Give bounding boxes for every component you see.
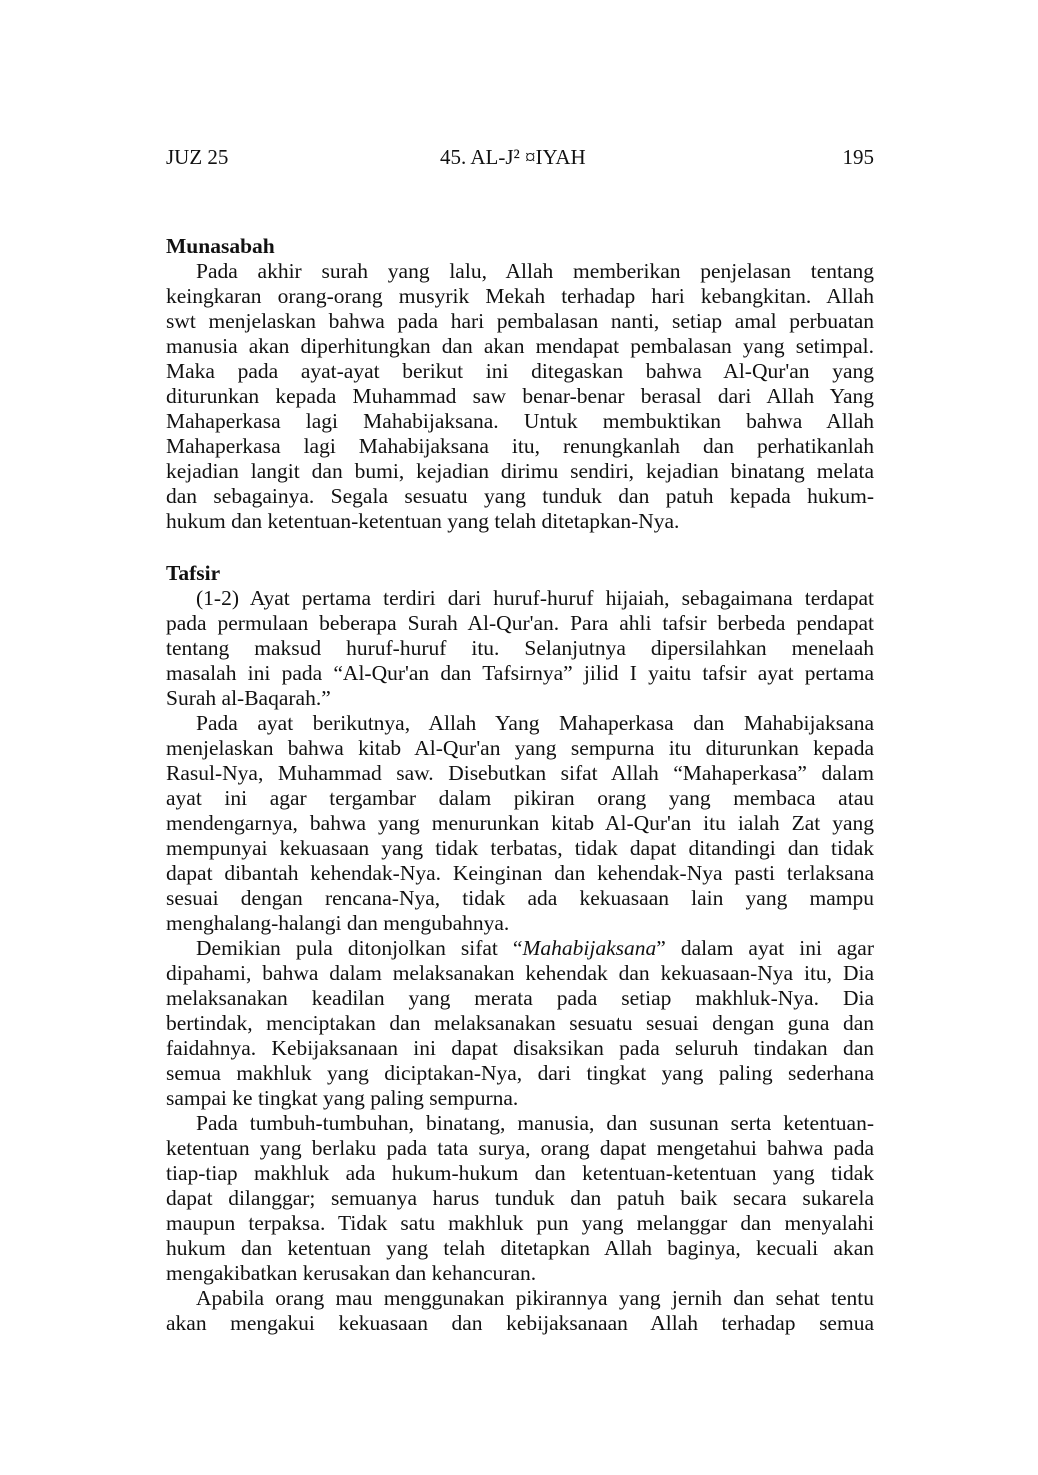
section-tafsir: [166, 561, 874, 1336]
text-line: pada permulaan beberapa Surah Al-Qur'an. Para ahli tafsir berbeda pendapat: [166, 611, 874, 635]
text-line: Surah al-Baqarah.”: [166, 686, 331, 710]
page-body: [166, 234, 874, 1336]
paragraph: [166, 1286, 874, 1336]
text-line: dapat dilanggar; semuanya harus tunduk dan patuh baik secara sukarela: [166, 1186, 874, 1210]
text-line: sampai ke tingkat yang paling sempurna.: [166, 1086, 519, 1110]
section-heading: Munasabah: [166, 234, 275, 258]
paragraph: [166, 259, 874, 534]
paragraph: [166, 586, 874, 711]
text-line: melaksanakan keadilan yang merata pada setiap makhluk-Nya. Dia: [166, 986, 874, 1010]
text-line: Pada tumbuh-tumbuhan, binatang, manusia, dan susunan serta ketentuan-: [196, 1111, 874, 1135]
running-header-title: 45. AL-J² ¤IYAH: [440, 145, 586, 169]
text-line: Mahaperkasa lagi Mahabijaksana itu, renungkanlah dan perhatikanlah: [166, 434, 874, 458]
text-line: diturunkan kepada Muhammad saw benar-benar berasal dari Allah Yang: [166, 384, 874, 408]
text-line: semua makhluk yang diciptakan-Nya, dari tingkat yang paling sederhana: [166, 1061, 874, 1085]
text-line: tiap-tiap makhluk ada hukum-hukum dan ketentuan-ketentuan yang tidak: [166, 1161, 874, 1185]
emphasis: Mahabijaksana: [522, 936, 657, 960]
text-line: maupun terpaksa. Tidak satu makhluk pun yang melanggar dan menyalahi: [166, 1211, 874, 1235]
paragraph: [166, 1111, 874, 1286]
text-line: ketentuan yang berlaku pada tata surya, orang dapat mengetahui bahwa pada: [166, 1136, 874, 1160]
text-line: Pada ayat berikutnya, Allah Yang Mahaperkasa dan Mahabijaksana: [196, 711, 874, 735]
text-line: menjelaskan bahwa kitab Al-Qur'an yang sempurna itu diturunkan kepada: [166, 736, 874, 760]
text-line: faidahnya. Kebijaksanaan ini dapat disaksikan pada seluruh tindakan dan: [166, 1036, 874, 1060]
text-line: keingkaran orang-orang musyrik Mekah terhadap hari kebangkitan. Allah: [166, 284, 874, 308]
section-munasabah: [166, 234, 874, 534]
text-line: ayat ini agar tergambar dalam pikiran orang yang membaca atau: [166, 786, 874, 810]
text-line: Maka pada ayat-ayat berikut ini ditegaskan bahwa Al-Qur'an yang: [166, 359, 874, 383]
text-line: mengakibatkan kerusakan dan kehancuran.: [166, 1261, 537, 1285]
text-line: manusia akan diperhitungkan dan akan mendapat pembalasan yang setimpal.: [166, 334, 874, 358]
text-line: Mahaperkasa lagi Mahabijaksana. Untuk membuktikan bahwa Allah: [166, 409, 874, 433]
text-line: menghalang-halangi dan mengubahnya.: [166, 911, 510, 935]
text-line: Apabila orang mau menggunakan pikirannya yang jernih dan sehat tentu: [196, 1286, 874, 1310]
text-line: Pada akhir surah yang lalu, Allah memberikan penjelasan tentang: [196, 259, 874, 283]
section-heading: Tafsir: [166, 561, 221, 585]
text-line: Rasul-Nya, Muhammad saw. Disebutkan sifat Allah “Mahaperkasa” dalam: [166, 761, 874, 785]
paragraph: [166, 936, 874, 1111]
text-line: mendengarnya, bahwa yang menurunkan kitab Al-Qur'an itu ialah Zat yang: [166, 811, 874, 835]
paragraph: [166, 711, 874, 936]
text-line: (1-2) Ayat pertama terdiri dari huruf-huruf hijaiah, sebagaimana terdapat: [196, 586, 874, 610]
text-line: dapat dibantah kehendak-Nya. Keinginan dan kehendak-Nya pasti terlaksana: [166, 861, 874, 885]
text-line: mempunyai kekuasaan yang tidak terbatas, tidak dapat ditandingi dan tidak: [166, 836, 874, 860]
text-line: bertindak, menciptakan dan melaksanakan sesuatu sesuai dengan guna dan: [166, 1011, 874, 1035]
text-line: Demikian pula ditonjolkan sifat “Mahabijaksana” dalam ayat ini agar: [196, 936, 874, 960]
text-line: kejadian langit dan bumi, kejadian dirimu sendiri, kejadian binatang melata: [166, 459, 874, 483]
running-header-juz: JUZ 25: [166, 145, 229, 169]
text-line: masalah ini pada “Al-Qur'an dan Tafsirnya” jilid I yaitu tafsir ayat pertama: [166, 661, 874, 685]
text-line: dipahami, bahwa dalam melaksanakan kehendak dan kekuasaan-Nya itu, Dia: [166, 961, 874, 985]
text-line: hukum dan ketentuan-ketentuan yang telah ditetapkan-Nya.: [166, 509, 680, 533]
text-line: akan mengakui kekuasaan dan kebijaksanaan Allah terhadap semua: [166, 1311, 874, 1335]
page-number: 195: [842, 145, 874, 169]
text-line: sesuai dengan rencana-Nya, tidak ada kekuasaan lain yang mampu: [166, 886, 874, 910]
text-line: tentang maksud huruf-huruf itu. Selanjutnya dipersilahkan menelaah: [166, 636, 874, 660]
text-line: hukum dan ketentuan yang telah ditetapkan Allah baginya, kecuali akan: [166, 1236, 874, 1260]
text-line: swt menjelaskan bahwa pada hari pembalasan nanti, setiap amal perbuatan: [166, 309, 874, 333]
text-line: dan sebagainya. Segala sesuatu yang tunduk dan patuh kepada hukum-: [166, 484, 874, 508]
